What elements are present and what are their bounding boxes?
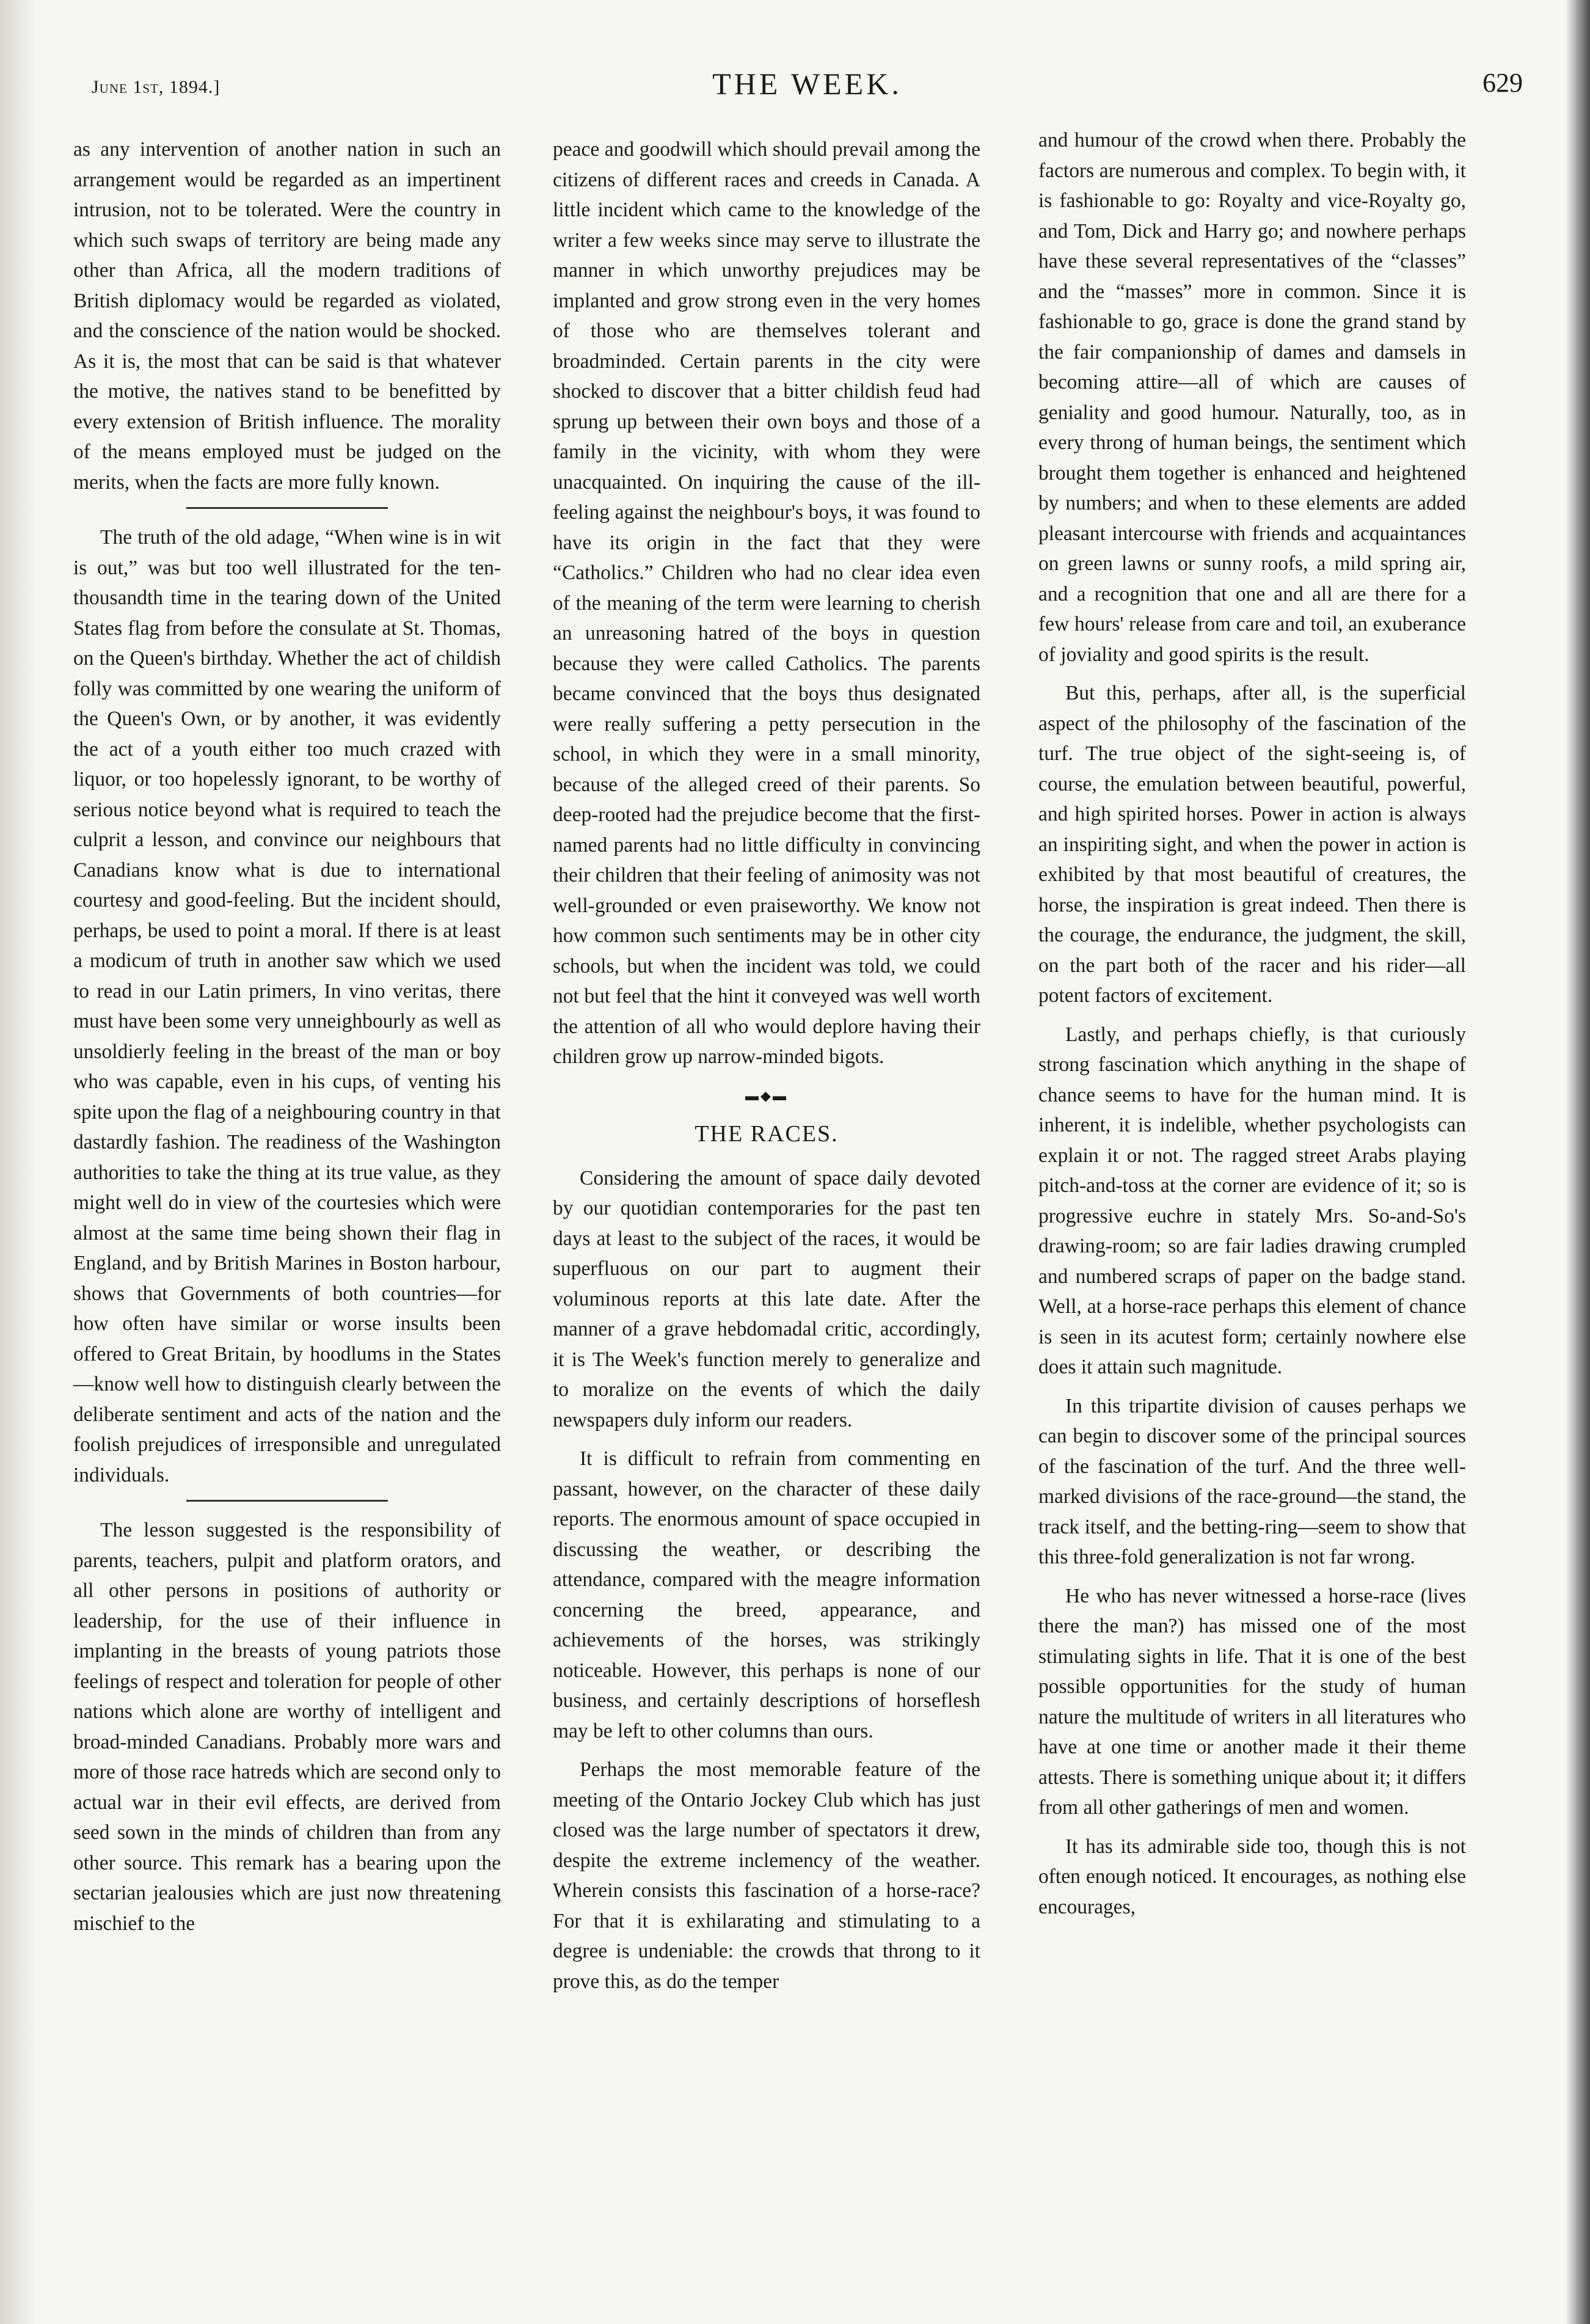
scan-edge-right [1566, 0, 1590, 2324]
paragraph: In this tripartite division of causes perhaps we can begin to discover some of the principal sources of the fascination of the turf. And the three well-marked divisions of the race-ground—the stand, the track itself, and the betting-ring—seem to show that this three-fold generalization is not far wrong. [1038, 1394, 1466, 1568]
page-header [92, 66, 1523, 109]
column-1 [73, 134, 501, 1947]
scan-edge-left [0, 0, 37, 2324]
column-3 [1038, 125, 1466, 1931]
paragraph: It is difficult to refrain from commenting en passant, however, on the character of these daily reports. The enormous amount of space occupied in discussing the weather, or describing the attendance, compared with the meagre information concerning the breed, appearance, and achievements of the horses, was strikingly noticeable. However, this perhaps is none of our business, and certainly descriptions of horseflesh may be left to other columns than ours. [553, 1447, 980, 1742]
paragraph: It has its admirable side too, though this is not often enough noticed. It encourages, as nothing else encourages, [1038, 1835, 1466, 1918]
issue-date: June 1st, 1894.] [92, 77, 221, 97]
paragraph: as any intervention of another nation in such an arrangement would be regarded as an impertinent intrusion, not to be tolerated. Were the country in which such swaps of territory are being made any other than Africa, all the modern traditions of British diplomacy would be regarded as violated, and the conscience of the nation would be shocked. As it is, the most that can be said is that whatever the motive, the natives stand to be benefitted by every extension of British influence. The morality of the means employed must be judged on the merits, when the facts are more fully known. [73, 138, 501, 494]
paragraph: Perhaps the most memorable feature of the meeting of the Ontario Jockey Club which has just closed was the large number of spectators it drew, despite the extreme inclemency of the weather. Wherein consists this fascination of a horse-race? For that it is exhilarating and stimulating to a degree is undeniable: the crowds that throng to it prove this, as do the temper [553, 1758, 980, 1993]
masthead-title: THE WEEK. [712, 67, 902, 101]
paragraph: Considering the amount of space daily devoted by our quotidian contemporaries for the past ten days at least to the subject of the races, it would be superfluous on our part to augment their voluminous reports at this late date. After the manner of a grave hebdomadal critic, accordingly, it is The Week's function merely to generalize and to moralize on the events of which the daily newspapers duly inform our readers. [553, 1166, 980, 1431]
paragraph: peace and goodwill which should prevail among the citizens of different races and creeds in Canada. A little incident which came to the knowledge of the writer a few weeks since may serve to illustrate the manner in which unworthy prejudices may be implanted and grow strong even in the very homes of those who are themselves tolerant and broadminded. Certain parents in the city were shocked to discover that a bitter childish feud had sprung up between their own boys and those of a family in the vicinity, with whom they were unacquainted. On inquiring the cause of the ill-feeling against the neighbour's boys, it was found to have its origin in the fact that they were “Catholics.” Children who had no clear idea even of the meaning of the term were learning to cherish an unreasoning hatred of the boys in question because they were called Catholics. The parents became convinced that the boys thus designated were really suffering a petty persecution in the school, in which they were in a small minority, because of the alleged creed of their parents. So deep-rooted had the prejudice become that the first-named parents had no little difficulty in convincing their children that their feeling of animosity was not well-grounded or even praiseworthy. We know not how common such sentiments may be in other city schools, but when the incident was told, we could not but feel that the hint it conveyed was well worth the attention of all who would deplore having their children grow up narrow-minded bigots. [553, 138, 980, 1068]
column-2 [553, 134, 980, 2005]
paragraph: The truth of the old adage, “When wine is in wit is out,” was but too well illustrated for the ten-thousandth time in the tearing down of the United States flag from before the consulate at St. Thomas, on the Queen's birthday. Whether the act of childish folly was committed by one wearing the uniform of the Queen's Own, or by another, it was evidently the act of a youth either too much crazed with liquor, or too hopelessly ignorant, to be worthy of serious notice beyond what is required to teach the culprit a lesson, and convince our neighbours that Canadians know what is due to international courtesy and good-feeling. But the incident should, perhaps, be used to point a moral. If there is at least a modicum of truth in another saw which we used to read in our Latin primers, In vino veritas, there must have been some very unneighbourly as well as unsoldierly feeling in the breast of the man or boy who was capable, even in his cups, of venting his spite upon the flag of a neighbouring country in that dastardly fashion. The readiness of the Washington authorities to take the thing at its true value, as they might well do in view of the courtesies which were almost at the same time being shown their flag in England, and by British Marines in Boston harbour, shows that Governments of both countries—for how often have similar or worse insults been offered to Great Britain, by hoodlums in the States—know well how to distinguish clearly between the deliberate sentiment and acts of the nation and the foolish prejudices of irresponsible and unregulated individuals. [73, 526, 501, 1486]
paragraph: The lesson suggested is the responsibility of parents, teachers, pulpit and platform orators, and all other persons in positions of authority or leadership, for the use of their influence in implanting in the breasts of young patriots those feelings of respect and toleration for people of other nations which alone are worthy of intelligent and broad-minded Canadians. Probably more wars and more of those race hatreds which are second only to actual war in their evil effects, are derived from seed sown in the minds of children than from any other source. This remark has a bearing upon the sectarian jealousies which are just now threatening mischief to the [73, 1519, 501, 1935]
paragraph: But this, perhaps, after all, is the superficial aspect of the philosophy of the fascination of the turf. The true object of the sight-seeing is, of course, the emulation between beautiful, powerful, and high spirited horses. Power in action is always an inspiriting sight, and when the power in action is exhibited by that most beautiful of creatures, the horse, the inspiration is great indeed. Then there is the courage, the endurance, the judgment, the skill, on the part both of the racer and his rider—all potent factors of excitement. [1038, 682, 1466, 1007]
page-number: 629 [1482, 68, 1523, 98]
ornament-divider: ▬◆▬ [745, 1087, 788, 1103]
divider [186, 507, 388, 509]
paragraph: Lastly, and perhaps chiefly, is that curiously strong fascination which anything in the shape of chance seems to have for the human mind. It is inherent, it is indelible, whether psychologists can explain it or not. The ragged street Arabs playing pitch-and-toss at the corner are evidence of it; so is progressive euchre in stately Mrs. So-and-So's drawing-room; so are fair ladies drawing crumpled and numbered scraps of paper on the badge stand. Well, at a horse-race perhaps this element of chance is seen in its acutest form; certainly nowhere else does it attain such magnitude. [1038, 1023, 1466, 1378]
divider [186, 1500, 388, 1502]
paragraph: He who has never witnessed a horse-race (lives there the man?) has missed one of the most stimulating sights in life. That it is one of the best possible opportunities for the study of human nature the multitude of writers in all literatures who have at one time or another made it their theme attests. There is something unique about it; it differs from all other gatherings of men and women. [1038, 1584, 1466, 1819]
section-title: THE RACES. [695, 1121, 839, 1147]
paragraph: and humour of the crowd when there. Probably the factors are numerous and complex. To begin with, it is fashionable to go: Royalty and vice-Royalty go, and Tom, Dick and Harry go; and nowhere perhaps have these several representatives of the “classes” and the “masses” more in common. Since it is fashionable to go, grace is done the grand stand by the fair companionship of dames and damsels in becoming attire—all of which are causes of geniality and good humour. Naturally, too, as in every throng of human beings, the sentiment which brought them together is enhanced and heightened by numbers; and when to these elements are added pleasant intercourse with friends and acquaintances on green lawns or sunny roofs, a mild spring air, and a recognition that one and all are there for a few hours' release from care and toil, an exuberance of joviality and good spirits is the result. [1038, 129, 1466, 666]
